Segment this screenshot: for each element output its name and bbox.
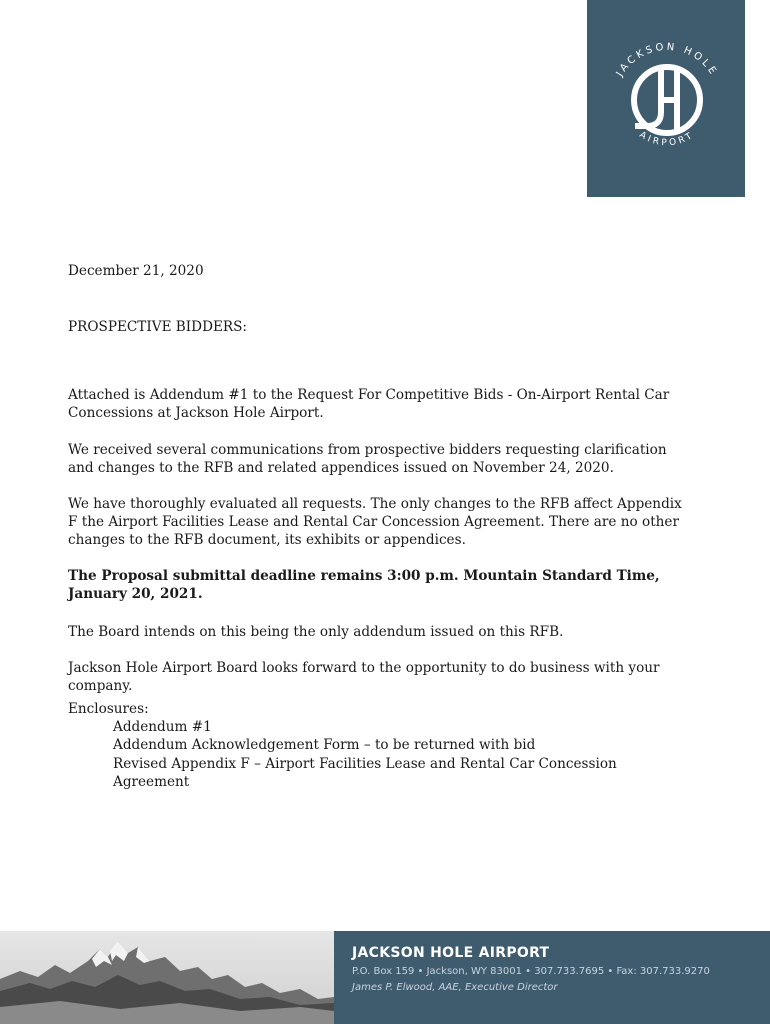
- letter-paragraph: We received several communications from prospective bidders requesting clarification and changes to the RFB and related appendices issued on November 24, 2020.: [68, 441, 667, 476]
- footer-director-line: James P. Elwood, AAE, Executive Director: [352, 982, 558, 993]
- enclosure-item: Revised Appendix F – Airport Facilities Lease and Rental Car Concession Agreement: [113, 755, 617, 790]
- enclosure-item: Addendum #1: [113, 719, 212, 736]
- letter-date: December 21, 2020: [68, 263, 204, 279]
- letter-paragraph: The Board intends on this being the only addendum issued on this RFB.: [68, 623, 564, 640]
- svg-text:JACKSON HOLE: [614, 42, 720, 80]
- logo-arc-bottom-text: AIRPORT: [637, 130, 697, 149]
- airport-logo-emblem: [587, 0, 745, 197]
- airport-logo: [587, 0, 745, 197]
- letter-paragraph: Jackson Hole Airport Board looks forward to the opportunity to do business with your company.: [68, 659, 660, 694]
- letter-paragraph: Attached is Addendum #1 to the Request For Competitive Bids - On-Airport Rental Car Concessions at Jackson Hole Airport.: [68, 386, 670, 421]
- enclosure-item: Addendum Acknowledgement Form – to be returned with bid: [113, 737, 536, 754]
- footer-text-block: [352, 945, 710, 993]
- logo-arc-top-text: JACKSON HOLE: [614, 41, 720, 79]
- letter-salutation: PROSPECTIVE BIDDERS:: [68, 319, 248, 335]
- letterhead-footer: [0, 931, 770, 1024]
- mountain-photo: [0, 931, 334, 1024]
- letter-paragraph: We have thoroughly evaluated all requests. The only changes to the RFB affect Appendix F the Airport Facilities Lease and Rental Car Concession Agreement. There are no other changes to the RFB document, its exhibits or appendices.: [68, 495, 682, 548]
- enclosures-label: Enclosures:: [68, 701, 149, 717]
- footer-contact-line: P.O. Box 159 • Jackson, WY 83001 • 307.733.7695 • Fax: 307.733.9270: [352, 966, 710, 977]
- enclosures-section: [68, 700, 693, 791]
- footer-title: JACKSON HOLE AIRPORT: [352, 945, 550, 961]
- deadline-notice: The Proposal submittal deadline remains 3:00 p.m. Mountain Standard Time, January 20, 2021.: [68, 567, 660, 602]
